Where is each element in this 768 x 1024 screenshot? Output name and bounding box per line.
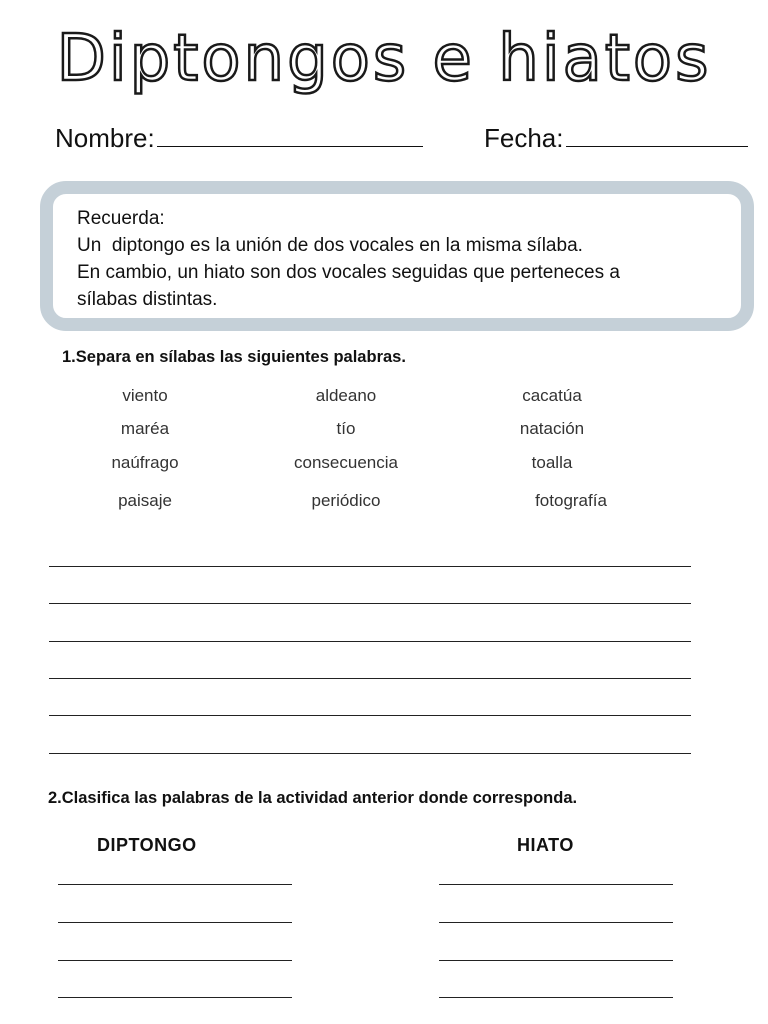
hiato-answer-line[interactable] — [439, 997, 673, 998]
word-item: cacatúa — [522, 386, 582, 405]
date-label: Fecha: — [484, 123, 564, 153]
answer-line[interactable] — [49, 641, 691, 642]
diptongo-answer-line[interactable] — [58, 922, 292, 923]
word-item: paisaje — [118, 491, 172, 510]
diptongo-answer-line[interactable] — [58, 997, 292, 998]
word-item: toalla — [531, 453, 573, 472]
name-label: Nombre: — [55, 123, 155, 153]
word-item: aldeano — [315, 386, 377, 405]
date-field — [484, 122, 748, 154]
diptongo-answer-line[interactable] — [58, 960, 292, 961]
answer-line[interactable] — [49, 603, 691, 604]
word-item: periódico — [311, 491, 381, 510]
hiato-answer-line[interactable] — [439, 884, 673, 885]
date-blank-line[interactable] — [566, 122, 748, 147]
word-item: fotografía — [535, 491, 607, 510]
word-item: maréa — [120, 419, 170, 438]
reminder-line-3: sílabas distintas. — [77, 289, 218, 310]
reminder-line-1: Un diptongo es la unión de dos vocales en la misma sílaba. — [77, 235, 583, 256]
name-blank-line[interactable] — [157, 122, 423, 147]
word-item: naúfrago — [111, 453, 179, 472]
reminder-line-2: En cambio, un hiato son dos vocales seguidas que perteneces a — [77, 262, 620, 283]
activity-1-instruction: 1.Separa en sílabas las siguientes palabras. — [62, 348, 406, 366]
hiato-answer-line[interactable] — [439, 922, 673, 923]
hiato-column-heading: HIATO — [517, 835, 574, 855]
diptongo-column-heading: DIPTONGO — [97, 835, 197, 855]
word-item: consecuencia — [294, 453, 398, 472]
hiato-answer-line[interactable] — [439, 960, 673, 961]
diptongo-answer-line[interactable] — [58, 884, 292, 885]
word-item: tío — [336, 419, 356, 438]
name-field — [55, 122, 423, 154]
answer-line[interactable] — [49, 566, 691, 567]
activity-2-instruction: 2.Clasifica las palabras de la actividad anterior donde corresponda. — [48, 789, 578, 807]
word-item: viento — [122, 386, 168, 405]
reminder-heading: Recuerda: — [77, 208, 165, 229]
reminder-box — [40, 181, 754, 331]
answer-line[interactable] — [49, 678, 691, 679]
page-title: Diptongos e hiatos — [56, 22, 712, 96]
answer-line[interactable] — [49, 715, 691, 716]
word-item: natación — [519, 419, 585, 438]
answer-line[interactable] — [49, 753, 691, 754]
reminder-text — [77, 205, 620, 313]
